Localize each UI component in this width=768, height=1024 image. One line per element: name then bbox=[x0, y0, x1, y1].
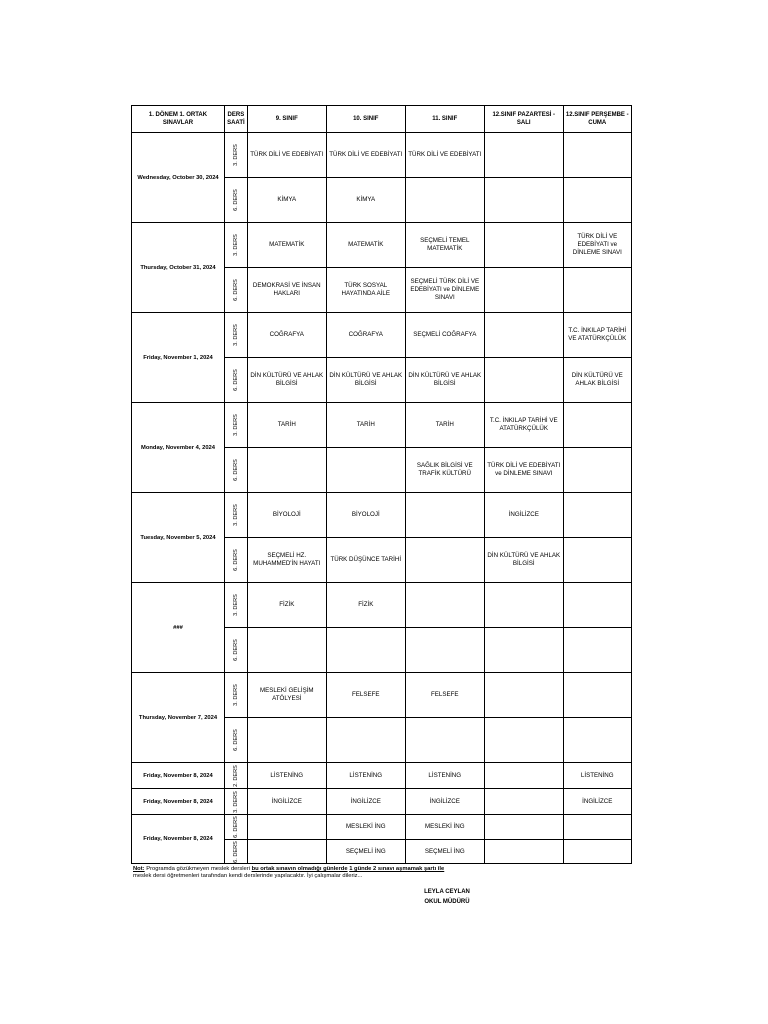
lesson-slot-label: 3. DERS bbox=[232, 324, 239, 346]
lesson-slot bbox=[225, 133, 248, 178]
exam-subject-cell bbox=[484, 815, 563, 840]
lesson-slot bbox=[225, 718, 248, 763]
exam-subject-cell: DİN KÜLTÜRÜ VE AHLAK BİLGİSİ bbox=[405, 358, 484, 403]
header-column: 12.SINIF PERŞEMBE - CUMA bbox=[563, 106, 631, 133]
lesson-slot bbox=[225, 815, 248, 840]
exam-subject-cell: TÜRK DİLİ VE EDEBİYATI ve DİNLEME SINAVI bbox=[563, 223, 631, 268]
exam-subject-cell bbox=[405, 493, 484, 538]
lesson-slot bbox=[225, 448, 248, 493]
header-title: 1. DÖNEM 1. ORTAK SINAVLAR bbox=[132, 106, 225, 133]
lesson-slot-label: 3. DERS bbox=[232, 144, 239, 166]
exam-date: Friday, November 8, 2024 bbox=[132, 763, 225, 789]
lesson-slot bbox=[225, 673, 248, 718]
exam-subject-cell bbox=[484, 268, 563, 313]
exam-subject-cell bbox=[484, 789, 563, 815]
note-label: Not: bbox=[133, 866, 145, 872]
exam-subject-cell: SAĞLIK BİLGİSİ VE TRAFİK KÜLTÜRÜ bbox=[405, 448, 484, 493]
exam-subject-cell bbox=[326, 628, 405, 673]
exam-subject-cell bbox=[247, 840, 326, 864]
exam-subject-cell bbox=[484, 673, 563, 718]
exam-subject-cell bbox=[247, 628, 326, 673]
exam-subject-cell bbox=[563, 538, 631, 583]
exam-subject-cell bbox=[484, 583, 563, 628]
lesson-slot bbox=[225, 223, 248, 268]
exam-subject-cell bbox=[563, 840, 631, 864]
table-row bbox=[132, 223, 632, 268]
lesson-slot-label: 3. DERS bbox=[232, 790, 239, 813]
exam-subject-cell bbox=[484, 718, 563, 763]
exam-subject-cell bbox=[247, 718, 326, 763]
exam-subject-cell: MESLEKİ GELİŞİM ATÖLYESİ bbox=[247, 673, 326, 718]
exam-subject-cell: SEÇMELİ TÜRK DİLİ VE EDEBİYATI ve DİNLEME SINAVI bbox=[405, 268, 484, 313]
exam-date: Thursday, October 31, 2024 bbox=[132, 223, 225, 313]
exam-subject-cell: DİN KÜLTÜRÜ VE AHLAK BİLGİSİ bbox=[247, 358, 326, 403]
exam-schedule-table bbox=[131, 105, 632, 864]
lesson-slot bbox=[225, 178, 248, 223]
exam-subject-cell: TARİH bbox=[326, 403, 405, 448]
lesson-slot bbox=[225, 763, 248, 789]
principal-title: OKUL MÜDÜRÜ bbox=[424, 899, 470, 905]
lesson-slot bbox=[225, 789, 248, 815]
exam-date: Friday, November 8, 2024 bbox=[132, 815, 225, 864]
exam-subject-cell bbox=[563, 178, 631, 223]
exam-subject-cell: MATEMATİK bbox=[326, 223, 405, 268]
exam-subject-cell bbox=[405, 628, 484, 673]
exam-subject-cell: DİN KÜLTÜRÜ VE AHLAK BİLGİSİ bbox=[484, 538, 563, 583]
exam-subject-cell: TÜRK DİLİ VE EDEBİYATI bbox=[247, 133, 326, 178]
table-row bbox=[132, 133, 632, 178]
exam-subject-cell: BİYOLOJİ bbox=[247, 493, 326, 538]
exam-subject-cell bbox=[563, 583, 631, 628]
lesson-slot-label: 3. DERS bbox=[232, 414, 239, 436]
lesson-slot-label: 6. DERS bbox=[232, 639, 239, 661]
exam-subject-cell bbox=[563, 493, 631, 538]
exam-subject-cell: KİMYA bbox=[326, 178, 405, 223]
table-row bbox=[132, 673, 632, 718]
exam-subject-cell: MESLEKİ İNG bbox=[326, 815, 405, 840]
lesson-slot-label: 6. DERS bbox=[232, 189, 239, 211]
header-column: 11. SINIF bbox=[405, 106, 484, 133]
exam-subject-cell: TÜRK SOSYAL HAYATINDA AİLE bbox=[326, 268, 405, 313]
exam-subject-cell: COĞRAFYA bbox=[247, 313, 326, 358]
exam-subject-cell: FELSEFE bbox=[405, 673, 484, 718]
exam-subject-cell: FİZİK bbox=[247, 583, 326, 628]
exam-subject-cell: DEMOKRASİ VE İNSAN HAKLARI bbox=[247, 268, 326, 313]
exam-subject-cell bbox=[484, 178, 563, 223]
lesson-slot bbox=[225, 840, 248, 864]
exam-date: Tuesday, November 5, 2024 bbox=[132, 493, 225, 583]
exam-subject-cell: TÜRK DİLİ VE EDEBİYATI ve DİNLEME SINAVI bbox=[484, 448, 563, 493]
exam-subject-cell bbox=[247, 448, 326, 493]
exam-subject-cell bbox=[563, 268, 631, 313]
exam-date: Wednesday, October 30, 2024 bbox=[132, 133, 225, 223]
footnote bbox=[133, 866, 473, 880]
exam-subject-cell: SEÇMELİ COĞRAFYA bbox=[405, 313, 484, 358]
exam-subject-cell: LİSTENİNG bbox=[247, 763, 326, 789]
note-text-1: Programda gözükmeyen meslek dersleri bbox=[144, 866, 252, 872]
exam-date: Thursday, November 7, 2024 bbox=[132, 673, 225, 763]
exam-subject-cell: LİSTENİNG bbox=[326, 763, 405, 789]
exam-date: Friday, November 8, 2024 bbox=[132, 789, 225, 815]
exam-subject-cell: DİN KÜLTÜRÜ VE AHLAK BİLGİSİ bbox=[563, 358, 631, 403]
lesson-slot-label: 3. DERS bbox=[232, 594, 239, 616]
lesson-slot-label: 3. DERS bbox=[232, 684, 239, 706]
lesson-slot-label: 6. DERS bbox=[232, 729, 239, 751]
lesson-slot-label: 6. DERS bbox=[232, 279, 239, 301]
table-row bbox=[132, 583, 632, 628]
note-underlined-1: bu ortak sınavın olmadığı günlerde bbox=[251, 866, 348, 872]
exam-subject-cell: SEÇMELİ HZ. MUHAMMED'İN HAYATI bbox=[247, 538, 326, 583]
exam-subject-cell: İNGİLİZCE bbox=[405, 789, 484, 815]
exam-subject-cell bbox=[563, 133, 631, 178]
exam-subject-cell: İNGİLİZCE bbox=[484, 493, 563, 538]
exam-subject-cell bbox=[484, 223, 563, 268]
exam-subject-cell bbox=[484, 313, 563, 358]
lesson-slot-label: 3. DERS bbox=[232, 234, 239, 256]
principal-name: LEYLA CEYLAN bbox=[424, 889, 470, 895]
exam-subject-cell bbox=[563, 673, 631, 718]
exam-date: ### bbox=[132, 583, 225, 673]
header-column: 9. SINIF bbox=[247, 106, 326, 133]
header-ders-saati: DERS SAATİ bbox=[225, 106, 248, 133]
table-row bbox=[132, 313, 632, 358]
lesson-slot bbox=[225, 583, 248, 628]
exam-subject-cell bbox=[563, 403, 631, 448]
exam-subject-cell: BİYOLOJİ bbox=[326, 493, 405, 538]
exam-subject-cell: DİN KÜLTÜRÜ VE AHLAK BİLGİSİ bbox=[326, 358, 405, 403]
exam-date: Monday, November 4, 2024 bbox=[132, 403, 225, 493]
lesson-slot-label: 6. DERS bbox=[232, 459, 239, 481]
exam-subject-cell bbox=[563, 718, 631, 763]
exam-subject-cell: TARİH bbox=[405, 403, 484, 448]
exam-subject-cell bbox=[405, 178, 484, 223]
exam-subject-cell: SEÇMELİ TEMEL MATEMATİK bbox=[405, 223, 484, 268]
lesson-slot bbox=[225, 268, 248, 313]
note-line-2: meslek dersi öğretmenleri tarafından kendi derslerinde yapılacaktır. İyi çalışmalar dileriz... bbox=[133, 873, 363, 879]
exam-subject-cell: TÜRK DİLİ VE EDEBİYATI bbox=[326, 133, 405, 178]
exam-subject-cell: SEÇMELİ İNG bbox=[405, 840, 484, 864]
lesson-slot-label: 2. DERS bbox=[232, 764, 239, 787]
lesson-slot-label: 6. DERS bbox=[232, 840, 239, 863]
exam-subject-cell bbox=[563, 448, 631, 493]
table-row bbox=[132, 789, 632, 815]
exam-subject-cell: LİSTENİNG bbox=[405, 763, 484, 789]
table-row bbox=[132, 493, 632, 538]
exam-subject-cell bbox=[326, 448, 405, 493]
exam-subject-cell bbox=[405, 718, 484, 763]
note-underlined-2: 1 günde 2 sınavı aşmamak şartı ile bbox=[349, 866, 445, 872]
exam-subject-cell: T.C. İNKILAP TARİHİ VE ATATÜRKÇÜLÜK bbox=[484, 403, 563, 448]
exam-subject-cell bbox=[484, 628, 563, 673]
signature-block bbox=[405, 887, 489, 907]
exam-subject-cell: TÜRK DİLİ VE EDEBİYATI bbox=[405, 133, 484, 178]
lesson-slot-label: 6. DERS bbox=[232, 816, 239, 838]
exam-subject-cell: COĞRAFYA bbox=[326, 313, 405, 358]
exam-subject-cell bbox=[563, 628, 631, 673]
exam-subject-cell: İNGİLİZCE bbox=[563, 789, 631, 815]
exam-subject-cell: MATEMATİK bbox=[247, 223, 326, 268]
exam-subject-cell: İNGİLİZCE bbox=[247, 789, 326, 815]
exam-subject-cell: KİMYA bbox=[247, 178, 326, 223]
exam-subject-cell: T.C. İNKILAP TARİHİ VE ATATÜRKÇÜLÜK bbox=[563, 313, 631, 358]
exam-subject-cell: İNGİLİZCE bbox=[326, 789, 405, 815]
lesson-slot bbox=[225, 358, 248, 403]
exam-subject-cell bbox=[405, 538, 484, 583]
exam-subject-cell bbox=[326, 718, 405, 763]
exam-subject-cell bbox=[484, 133, 563, 178]
exam-subject-cell: MESLEKİ İNG bbox=[405, 815, 484, 840]
lesson-slot bbox=[225, 538, 248, 583]
header-row bbox=[132, 106, 632, 133]
header-column: 12.SINIF PAZARTESİ -SALI bbox=[484, 106, 563, 133]
lesson-slot-label: 6. DERS bbox=[232, 369, 239, 391]
table-row bbox=[132, 815, 632, 840]
exam-subject-cell bbox=[484, 763, 563, 789]
lesson-slot-label: 6. DERS bbox=[232, 549, 239, 571]
exam-subject-cell: LİSTENİNG bbox=[563, 763, 631, 789]
header-column: 10. SINIF bbox=[326, 106, 405, 133]
exam-subject-cell bbox=[484, 358, 563, 403]
table-row bbox=[132, 763, 632, 789]
table-row bbox=[132, 403, 632, 448]
exam-subject-cell: TÜRK DÜŞÜNCE TARİHİ bbox=[326, 538, 405, 583]
exam-subject-cell bbox=[563, 815, 631, 840]
exam-subject-cell: FİZİK bbox=[326, 583, 405, 628]
lesson-slot-label: 3. DERS bbox=[232, 504, 239, 526]
exam-subject-cell bbox=[484, 840, 563, 864]
exam-subject-cell: TARİH bbox=[247, 403, 326, 448]
lesson-slot bbox=[225, 403, 248, 448]
lesson-slot bbox=[225, 493, 248, 538]
exam-subject-cell bbox=[247, 815, 326, 840]
lesson-slot bbox=[225, 628, 248, 673]
exam-subject-cell bbox=[405, 583, 484, 628]
exam-subject-cell: FELSEFE bbox=[326, 673, 405, 718]
lesson-slot bbox=[225, 313, 248, 358]
exam-date: Friday, November 1, 2024 bbox=[132, 313, 225, 403]
exam-subject-cell: SEÇMELİ İNG bbox=[326, 840, 405, 864]
